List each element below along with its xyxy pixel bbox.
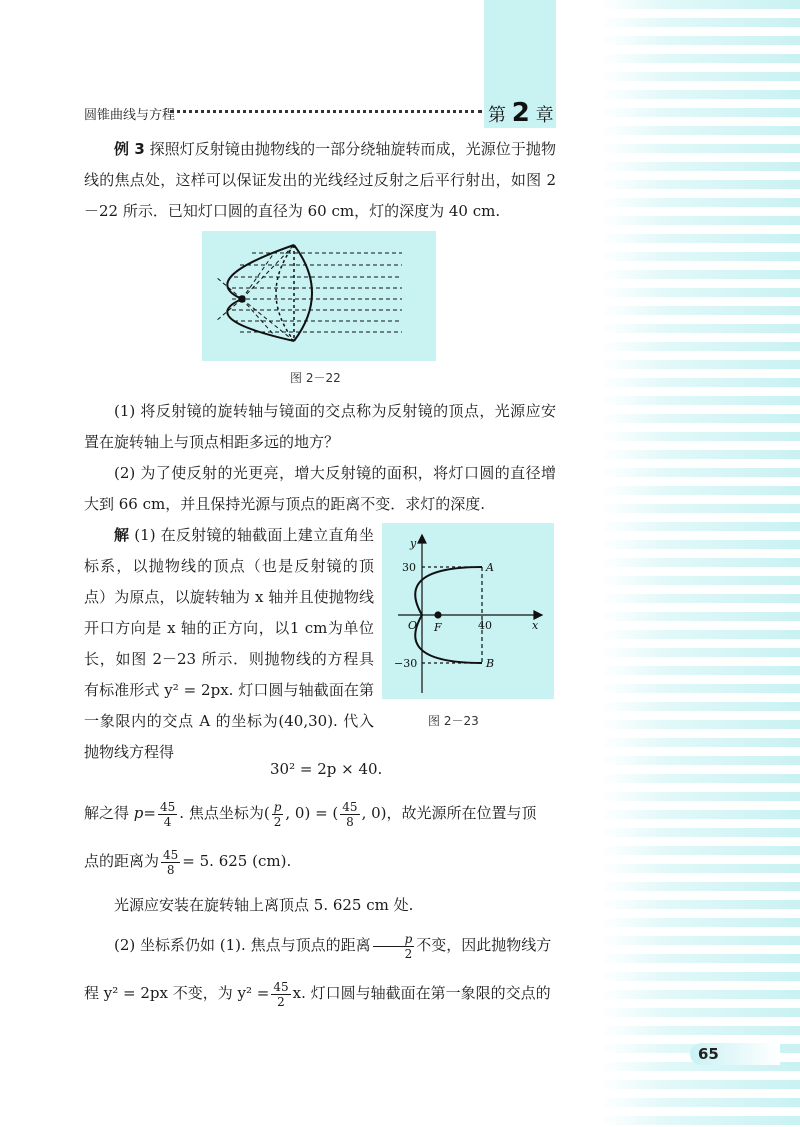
- origin-label: O: [408, 619, 418, 632]
- fraction-45-4: $\frac{45}{4}$: [159, 799, 176, 829]
- example-label: 例 3: [114, 140, 145, 158]
- tick-neg30-label: −30: [394, 657, 418, 670]
- parabola-coordinate-diagram: [382, 523, 554, 699]
- distance-line: 点的距离为 $\frac{45}{8}$ = 5. 625 (cm).: [84, 847, 292, 877]
- focus-label: F: [434, 621, 442, 634]
- conclusion-line: 光源应安装在旋转轴上离顶点 5. 625 cm 处.: [114, 896, 414, 914]
- fraction-45-8-distance: $\frac{45}{8}$: [163, 847, 179, 877]
- fraction-45-8: $\frac{45}{8}$: [342, 799, 358, 829]
- decorative-stripes: [600, 0, 800, 1127]
- solution-text-1: (1) 在反射镜的轴截面上建立直角坐标系，以抛物线的顶点（也是反射镜的顶点）为原点，以旋转轴为 x 轴并且使抛物线开口方向是 x 轴的正方向，以1 cm为单位长，如图 2－23 所示．则抛物线的方程具有标准形式 y² = 2px.: [84, 526, 374, 699]
- page-number: 65: [698, 1045, 719, 1063]
- question-2: (2) 为了使反射的光更亮，增大反射镜的面积，将灯口圆的直径增大到 66 cm，并且保持光源与顶点的距离不变．求灯的深度.: [84, 464, 556, 513]
- y-axis-label: y: [410, 537, 417, 550]
- tick-40-label: 40: [478, 619, 492, 632]
- x-axis-label: x: [532, 619, 539, 632]
- chapter-label: 第 2 章: [488, 98, 554, 128]
- y-axis-arrow-icon: [418, 535, 426, 543]
- last-line: 程 y² = 2px 不变，为 y² = $\frac{45}{2}$ x. 灯口圆与轴截面在第一象限的交点的: [84, 979, 551, 1009]
- solution-paragraph-1: [84, 520, 374, 768]
- question-1: (1) 将反射镜的旋转轴与镜面的交点称为反射镜的顶点，光源应安置在旋转轴上与顶点相距多远的地方？: [84, 402, 556, 451]
- figure-2-22: [202, 231, 436, 361]
- figure-2-22-caption: 图 2－22: [290, 371, 341, 385]
- equation-line: 30² = 2p × 40.: [270, 760, 383, 778]
- fraction-p-2-part2: $\frac{p}{2}$: [373, 932, 415, 961]
- p-solution-line: 解之得 p= $\frac{45}{4}$ . 焦点坐标为( $\frac{p}{2}$ , 0) = ( $\frac{45}{8}$ , 0)，故光源所在位置与顶: [84, 799, 537, 829]
- header-dotted-leader: [170, 110, 482, 113]
- figure-2-23: [382, 523, 554, 699]
- part2-line: (2) 坐标系仍如 (1). 焦点与顶点的距离 $\frac{p}{2}$ 不变，因此抛物线方: [114, 931, 552, 961]
- example-text: 探照灯反射镜由抛物线的一部分绕轴旋转而成，光源位于抛物线的焦点处，这样可以保证发出的光线经过反射之后平行射出，如图 2－22 所示．已知灯口圆的直径为 60 cm，灯的深度为 40 cm.: [84, 140, 556, 220]
- fraction-p-2: $\frac{p}{2}$: [273, 799, 282, 829]
- point-a-label: A: [486, 561, 494, 574]
- searchlight-diagram: [202, 231, 436, 361]
- point-b-label: B: [486, 657, 495, 670]
- x-axis-arrow-icon: [534, 611, 542, 619]
- fraction-45-2: $\frac{45}{2}$: [273, 979, 289, 1009]
- tick-30-label: 30: [402, 561, 416, 574]
- chapter-number: 2: [511, 98, 530, 128]
- solution-label: 解: [114, 526, 130, 544]
- figure-2-23-caption: 图 2－23: [428, 714, 479, 728]
- solution-text-2: 灯口圆与轴截面在第一象限内的交点 A 的坐标为(40,30). 代入抛物线方程得: [84, 681, 374, 761]
- focus-point: [435, 612, 441, 618]
- header-title: 圆锥曲线与方程: [84, 108, 176, 123]
- example-paragraph: [84, 134, 556, 227]
